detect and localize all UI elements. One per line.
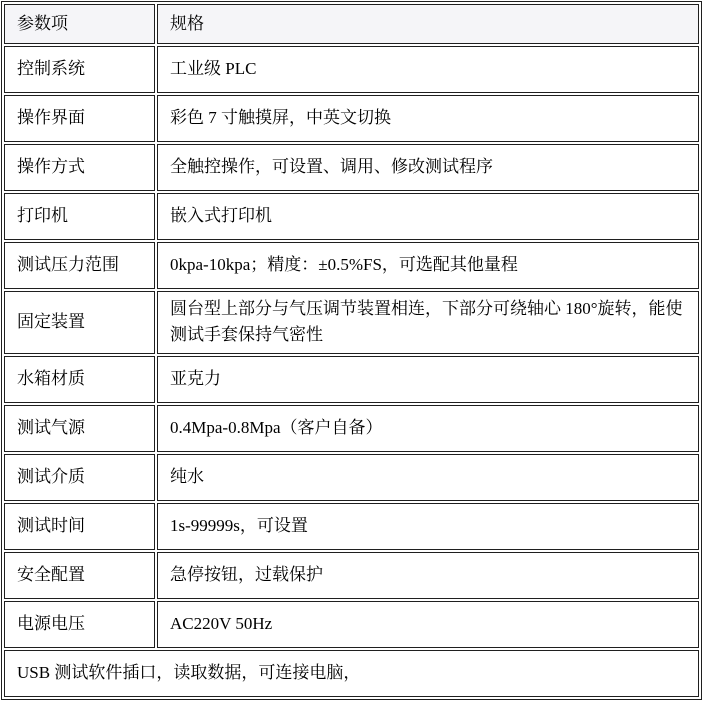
param-cell: 水箱材质 — [4, 356, 155, 403]
param-cell: 控制系统 — [4, 46, 155, 93]
footer-note-cell: USB 测试软件插口，读取数据，可连接电脑， — [4, 650, 699, 697]
table-row — [4, 454, 699, 501]
table-row — [4, 144, 699, 191]
spec-cell: 0kpa-10kpa；精度：±0.5%FS，可选配其他量程 — [157, 242, 699, 289]
table-row — [4, 405, 699, 452]
spec-cell: 彩色 7 寸触摸屏，中英文切换 — [157, 95, 699, 142]
param-cell: 测试压力范围 — [4, 242, 155, 289]
column-header-spec: 规格 — [157, 4, 699, 44]
spec-table — [1, 1, 702, 700]
table-row — [4, 356, 699, 403]
param-cell: 测试介质 — [4, 454, 155, 501]
table-row — [4, 552, 699, 599]
spec-cell: 圆台型上部分与气压调节装置相连，下部分可绕轴心 180°旋转，能使测试手套保持气密性 — [157, 291, 699, 354]
column-header-param: 参数项 — [4, 4, 155, 44]
spec-cell: 0.4Mpa-0.8Mpa（客户自备） — [157, 405, 699, 452]
table-row — [4, 291, 699, 354]
param-cell: 固定装置 — [4, 291, 155, 354]
table-row — [4, 242, 699, 289]
table-row — [4, 46, 699, 93]
table-row — [4, 601, 699, 648]
param-cell: 测试气源 — [4, 405, 155, 452]
spec-cell: 工业级 PLC — [157, 46, 699, 93]
table-row — [4, 193, 699, 240]
footer-row — [4, 650, 699, 697]
spec-cell: 1s-99999s，可设置 — [157, 503, 699, 550]
table-row — [4, 503, 699, 550]
spec-cell: 纯水 — [157, 454, 699, 501]
spec-cell: 嵌入式打印机 — [157, 193, 699, 240]
param-cell: 测试时间 — [4, 503, 155, 550]
param-cell: 操作方式 — [4, 144, 155, 191]
table-row — [4, 95, 699, 142]
param-cell: 电源电压 — [4, 601, 155, 648]
param-cell: 打印机 — [4, 193, 155, 240]
spec-cell: 全触控操作，可设置、调用、修改测试程序 — [157, 144, 699, 191]
spec-cell: AC220V 50Hz — [157, 601, 699, 648]
header-row — [4, 4, 699, 44]
param-cell: 安全配置 — [4, 552, 155, 599]
spec-cell: 亚克力 — [157, 356, 699, 403]
param-cell: 操作界面 — [4, 95, 155, 142]
spec-cell: 急停按钮，过载保护 — [157, 552, 699, 599]
